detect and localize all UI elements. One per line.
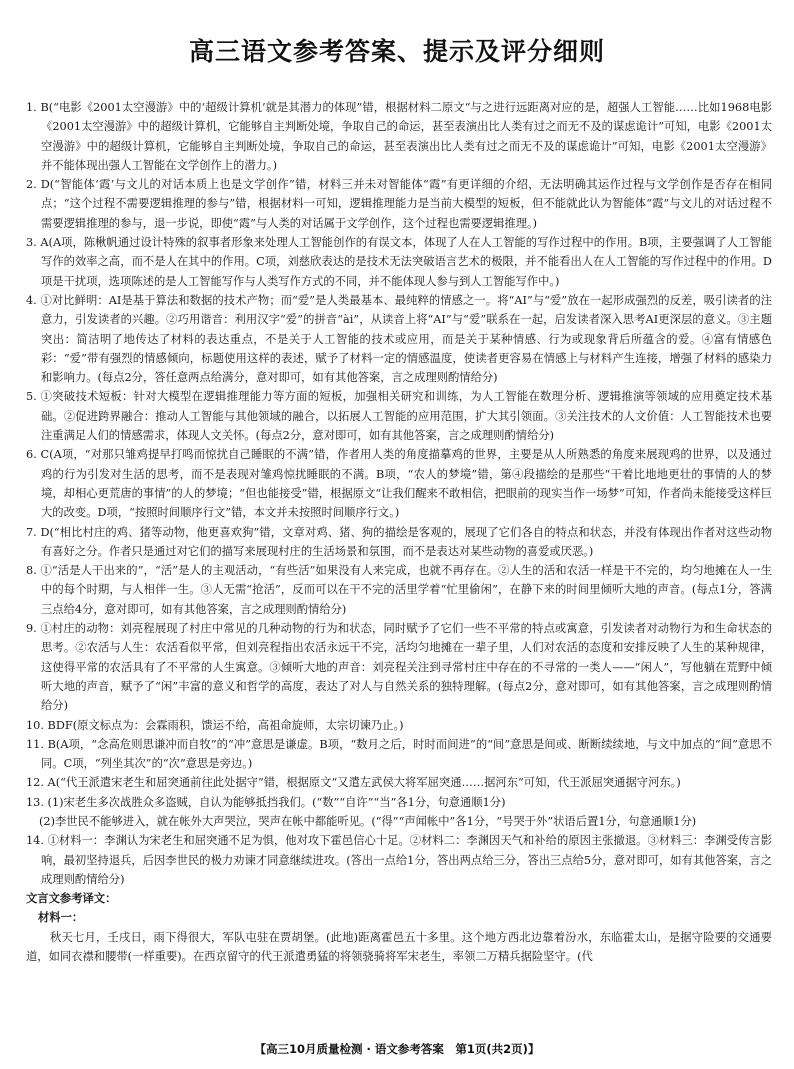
page-title: 高三语文参考答案、提示及评分细则 — [188, 37, 605, 66]
page-footer: 【高三10月质量检测 · 语文参考答案 第1页(共2页)】 — [254, 1042, 540, 1056]
answers-body — [26, 98, 772, 966]
answer-12: 12. A(“代王派遣宋老生和屈突通前往此处据守”错，根据原文“又遣左武侯大将军屈突通……据河东”可知，代王派屈突通据守河东。) — [26, 776, 681, 790]
answer-11: 11. B(A项，“念高危则思谦冲而自牧”的“冲”意思是谦虚。B项，“数月之后，时时而间进”的“间”意思是间或、断断续续地，与文中加点的“间”意思不同。C项，“列坐其次”的“次”意思是旁边。) — [26, 737, 772, 771]
answer-6: 6. C(A项，“对那只雏鸡提早打鸣而惊扰自己睡眠的不满”错，作者用人类的角度描摹鸡的世界，主要是从人所熟悉的角度来展现鸡的世界，以及通过鸡的行为引发对生活的思考，而不是表现对雏鸡惊扰睡眠的不满。B项，“农人的梦境”错，第④段描绘的是那些“干着比地地更壮的事情的人的梦境，却相心更荒唐的事情”的人的梦境；“但也能接受”错，根据原文“让我们醒来不敢相信，把眼前的现实当作一场梦”可知，作者尚未能接受这样巨大的改变。D项，“按照时间顺序行文”错，本文并未按照时间顺序行文。) — [26, 448, 772, 520]
answer-9: 9. ①村庄的动物：刘亮程展现了村庄中常见的几种动物的行为和状态，同时赋予了它们一些不平常的特点或寓意，引发读者对动物行为和生命状态的思考。②农活与人生：农活看似平常，但刘亮程指出农活永远干不完，活均匀地摊在一辈子里，人们对农活的态度和安排反映了人生的某种规律，这使得平常的农活具有了不平常的人生寓意。③倾听大地的声音：刘亮程关注到寻常村庄中存在的不寻常的一类人——“闲人”，写他躺在荒野中倾听大地的声音，赋予了“闲”丰富的意义和哲学的高度，表达了对人与自然关系的独特理解。(每点2分，意对即可，如有其他答案，言之成理则酌情给分) — [26, 622, 772, 713]
answer-5: 5. ①突破技术短板：针对大模型在逻辑推理能力等方面的短板，加强相关研究和训练，为人工智能在数理分析、逻辑推演等领域的应用奠定技术基础。②促进跨界融合：推动人工智能与其他领域的融合，以拓展人工智能的应用范围，扩大其引领面。③关注技术的人文价值：人工智能技术也要注重满足人们的情感需求，体现人文关怀。(每点2分，意对即可，如有其他答案，言之成理则酌情给分) — [26, 390, 772, 443]
answer-13-part-2: (2)李世民不能够进入，就在帐外大声哭泣，哭声在帐中都能听见。(“得”“声闻帐中”各1分，“号哭于外”状语后置1分，句意通顺1分) — [39, 814, 697, 828]
answer-1: 1. B(“电影《2001太空漫游》中的‘超级计算机’就是其潜力的体现”错，根据材料二原文“与之进行远距离对应的是，超强人工智能……比如1968电影《2001太空漫游》中的超级计算机，它能够自主判断处境，争取自己的命运，甚至表演出比人类有过之而无不及的谋虑诡计”可知，电影《2001太空漫游》中的超级计算机，它能够自主判断处境，争取自己的命运，甚至表演出比人类有过之而无不及的谋虑诡计”可知，电影《2001太空漫游》并不能体现出强人工智能在文学创作上的潜力。) — [26, 101, 772, 172]
answer-10: 10. BDF(原文标点为：会霖雨积，馈运不给，高祖命旋师，太宗切谏乃止。) — [26, 718, 404, 732]
answer-7: 7. D(“相比村庄的鸡、猪等动物，他更喜欢狗”错，文章对鸡、猪、狗的描绘是客观的，展现了它们各自的特点和状态，并没有体现出作者对这些动物有喜好之分。作者只是通过对它们的描写来展现村庄的生活场景和氛围，而不是表达对某些动物的喜爱或厌恶。) — [26, 525, 772, 558]
answer-8: 8. ①“活是人干出来的”，“活”是人的主观活动，“有些活”如果没有人来完成，也就不再存在。②人生的活和农活一样是干不完的，均匀地摊在人一生中的每个时期，与人相伴一生。③人无需“抢活”，反而可以在干不完的活里学着“忙里偷闲”，在静下来的时间里倾听大地的声音。(每点1分，答满三点给4分，意对即可，如有其他答案，言之成理则酌情给分) — [26, 564, 772, 616]
answer-4: 4. ①对比鲜明：AI是基于算法和数据的技术产物；而“爱”是人类最基本、最纯粹的情感之一。将“AI”与“爱”放在一起形成强烈的反差，吸引读者的注意力，引发读者的兴趣。②巧用谐音：利用汉字“爱”的拼音“ài”，从读音上将“AI”与“爱”联系在一起，启发读者深入思考AI更深层的意义。③主题突出：简洁明了地传达了材料的表达重点，不是关于人工智能的技术或应用，而是关于某种情感、行为或现象背后所蕴含的爱。④富有情感色彩：“爱”带有强烈的情感倾向，标题使用这样的表述，赋予了材料一定的情感温度，使读者更容易在情感上与材料产生连接，增强了材料的感染力和影响力。(每点2分，答任意两点给满分，意对即可，如有其他答案，言之成理则酌情给分) — [26, 293, 772, 385]
answer-2: 2. D(“智能体‘霞’与文儿的对话本质上也是文学创作”错，材料三并未对智能体“霞”有更详细的介绍，无法明确其运作过程与文学创作是否存在相同点；“这个过程不需要逻辑推理的参与”错，根据材料一可知，逻辑推理能力是当前大模型的短板，但不能就此认为智能体“霞”与文儿的对话过程不需要逻辑推理的参与，退一步说，即使“霞”与人类的对话属于文学创作，这个过程也需要逻辑推理。) — [26, 178, 772, 230]
translation-heading: 文言文参考译文： — [26, 892, 117, 906]
material-one-label: 材料一： — [38, 911, 84, 925]
answer-3: 3. A(A项，陈楸帆通过设计特殊的叙事者形象来处理人工智能创作的有误文本，体现了人在人工智能的写作过程中的作用。B项，主要强调了人工智能写作的效率之高，而不是人在其中的作用。C项，刘慈欣表达的是技术无法突破语言艺术的极限，并不能看出人在人工智能的写作过程中的作用。D项是干扰项，选项陈述的是人工智能写作与人类写作方式的不同，并不能体现人参与到人工智能写作中。) — [26, 236, 772, 288]
translation-text: 秋天七月，壬戌日，雨下得很大，军队屯驻在贾胡堡。(此地)距离霍邑五十多里。这个地方西北边靠着汾水，东临霍太山，是据守险要的交通要道，如同衣襟和腰带(一样重要)。在西京留守的代王派遣勇猛的将领骁骑将军宋老生，率领二万精兵据险坚守。(代 — [26, 930, 772, 964]
answer-13-part-1: 13. (1)宋老生多次战胜众多盗贼，自认为能够抵挡我们。(“数”“自许”“当”各1分，句意通顺1分) — [26, 795, 506, 809]
answer-14: 14. ①材料一：李渊认为宋老生和屈突通不足为惧，他对攻下霍邑信心十足。②材料二：李渊因天气和补给的原因主张撤退。③材料三：李渊受传言影响，最初坚持退兵，后因李世民的极力劝谏才同意继续进攻。(答出一点给1分，答出两点给三分，答出三点给5分，意对即可，如有其他答案，言之成理则酌情给分) — [26, 834, 772, 886]
